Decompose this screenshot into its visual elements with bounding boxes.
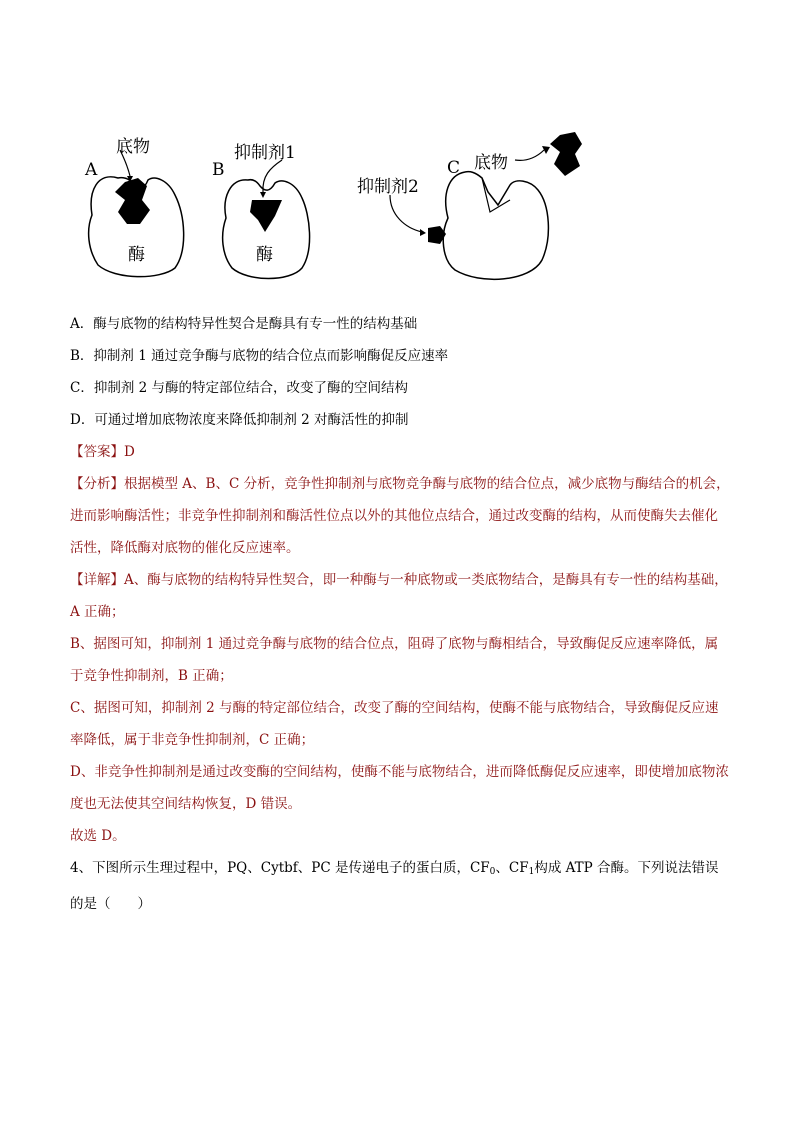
inhibitor1-shape bbox=[250, 200, 282, 232]
label-inhibitor2: 抑制剂2 bbox=[357, 177, 419, 197]
label-c: C bbox=[447, 158, 461, 178]
question-4-mid: 、CF bbox=[495, 860, 529, 876]
label-substrate-c: 底物 bbox=[474, 153, 508, 173]
label-inhibitor1: 抑制剂1 bbox=[234, 143, 296, 163]
analysis-tag: 【分析】 bbox=[70, 476, 124, 492]
detail-b: B、据图可知，抑制剂 1 通过竞争酶与底物的结合位点，阻碍了底物与酶相结合，导致酶促反应速率降低，属于竞争性抑制剂，B 正确； bbox=[70, 636, 719, 684]
label-a: A bbox=[85, 160, 98, 180]
label-substrate-a: 底物 bbox=[116, 137, 150, 157]
label-b: B bbox=[212, 160, 225, 180]
detail-d: D、非竞争性抑制剂是通过改变酶的空间结构，使酶不能与底物结合，进而降低酶促反应速率，即使增加底物浓度也无法使其空间结构恢复，D 错误。 bbox=[70, 764, 729, 812]
detail-a bbox=[70, 564, 730, 628]
option-c: C．抑制剂 2 与酶的特定部位结合，改变了酶的空间结构 bbox=[70, 380, 409, 396]
substrate-c-shape bbox=[550, 132, 582, 176]
enzyme-inhibitor-figure bbox=[70, 120, 610, 290]
answer-line bbox=[70, 436, 730, 468]
detail-c: C、据图可知，抑制剂 2 与酶的特定部位结合，改变了酶的空间结构，使酶不能与底物结合，导致酶促反应速率降低，属于非竞争性抑制剂，C 正确； bbox=[70, 700, 719, 748]
answer-value: D bbox=[124, 444, 135, 460]
conclusion: 故选 D。 bbox=[70, 828, 126, 844]
question-4-sub1: 1 bbox=[528, 867, 535, 877]
enzyme-c-shape bbox=[443, 172, 548, 280]
option-d: D．可通过增加底物浓度来降低抑制剂 2 对酶活性的抑制 bbox=[70, 412, 409, 428]
detail-a-text: A、酶与底物的结构特异性契合，即一种酶与一种底物或一类底物结合，是酶具有专一性的结构基础，A 正确； bbox=[70, 572, 728, 620]
question-4-sub0: 0 bbox=[489, 867, 496, 877]
option-a: A．酶与底物的结构特异性契合是酶具有专一性的结构基础 bbox=[70, 316, 418, 332]
analysis-text: 根据模型 A、B、C 分析，竞争性抑制剂与底物竞争酶与底物的结合位点，减少底物与酶结合的机会，进而影响酶活性；非竞争性抑制剂和酶活性位点以外的其他位点结合，通过改变酶的结构，从而使酶失去催化活性，降低酶对底物的催化反应速率。 bbox=[70, 476, 730, 556]
question-4 bbox=[70, 852, 730, 920]
arrow-substrate-c bbox=[515, 150, 544, 160]
label-enzyme-b: 酶 bbox=[256, 245, 273, 265]
enzyme-diagram bbox=[70, 120, 610, 290]
answer-tag: 【答案】 bbox=[70, 444, 124, 460]
question-4-pre: 4、下图所示生理过程中，PQ、Cytbf、PC 是传递电子的蛋白质，CF bbox=[70, 860, 490, 876]
option-b: B．抑制剂 1 通过竞争酶与底物的结合位点而影响酶促反应速率 bbox=[70, 348, 449, 364]
label-enzyme-a: 酶 bbox=[128, 245, 145, 265]
arrow-inhibitor2 bbox=[390, 195, 422, 232]
substrate-a-shape bbox=[115, 178, 150, 224]
question-4-post: 构成 ATP 合酶。下列说法错误的是（ ） bbox=[70, 860, 719, 912]
enzyme-c-notch bbox=[482, 178, 510, 212]
analysis-paragraph bbox=[70, 468, 730, 564]
detail-tag: 【详解】 bbox=[70, 572, 124, 588]
